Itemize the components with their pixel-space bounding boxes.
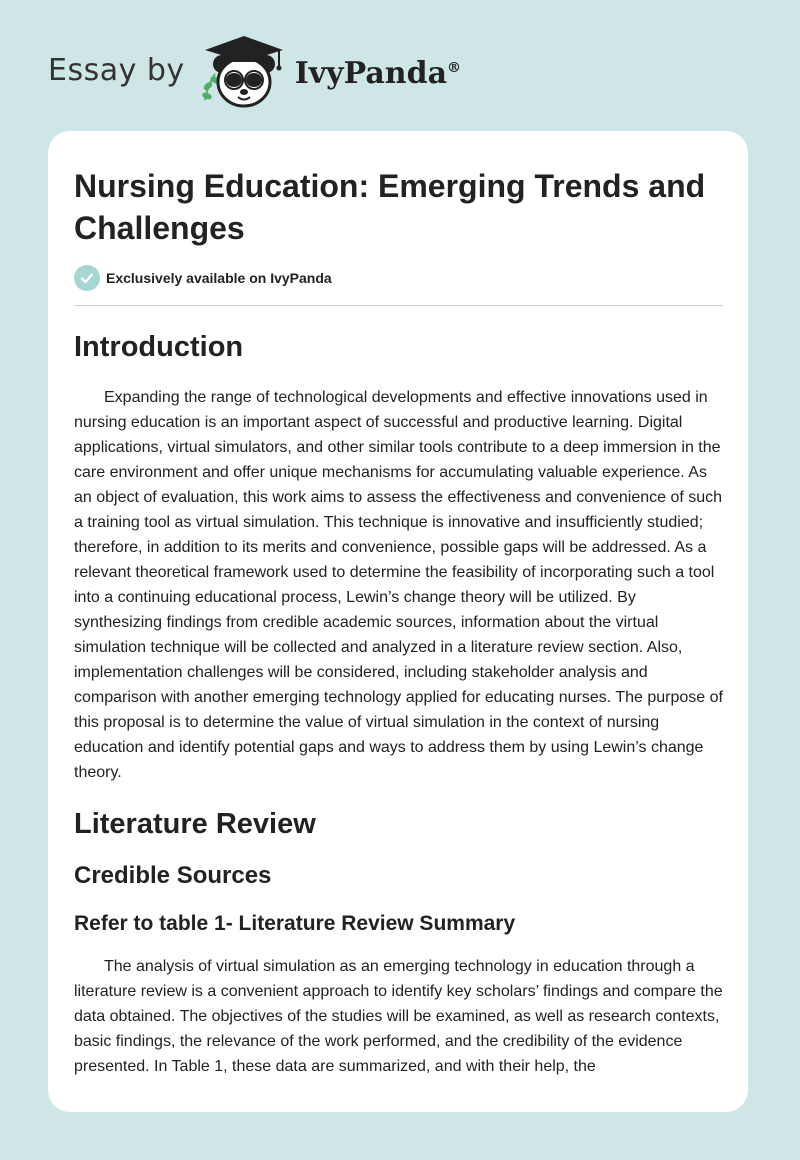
brand-header[interactable] bbox=[48, 30, 508, 110]
brand-prefix: Essay by bbox=[48, 52, 185, 88]
brand-name: IvyPanda® bbox=[294, 55, 462, 91]
credible-sources-heading: Credible Sources bbox=[74, 862, 272, 889]
panda-graduate-icon bbox=[197, 30, 289, 110]
introduction-heading: Introduction bbox=[74, 331, 244, 363]
exclusive-badge bbox=[74, 265, 723, 291]
literature-review-paragraph: The analysis of virtual simulation as an emerging technology in education through a literature review is a convenient approach to identify key scholars’ findings and compare the data obtained. The objectives of the studies will be examined, as well as research contexts, basic findings, the relevance of the work performed, and the credibility of the evidence presented. In Table 1, these data are summarized, and with their help, the bbox=[74, 958, 723, 1075]
introduction-paragraph: Expanding the range of technological developments and effective innovations used in nursing education is an important aspect of successful and productive learning. Digital applications, virtual simulators, and other similar tools contribute to a deep immersion in the care environment and offer unique mechanisms for accumulating valuable experience. As an object of evaluation, this work aims to assess the effectiveness and convenience of such a training tool as virtual simulation. This technique is innovative and insufficiently studied; therefore, in addition to its merits and convenience, possible gaps will be addressed. As a relevant theoretical framework used to determine the feasibility of incorporating such a tool into a continuing educational process, Lewin’s change theory will be utilized. By synthesizing findings from credible academic sources, information about the virtual simulation technique will be collected and analyzed in a literature review section. Also, implementation challenges will be considered, including stakeholder analysis and comparison with another emerging technology applied for educating nurses. The purpose of this proposal is to determine the value of virtual simulation in the context of nursing education and identify potential gaps and ways to address them by using Lewin’s change theory. bbox=[74, 389, 723, 781]
essay-content bbox=[74, 165, 723, 1079]
divider bbox=[74, 305, 723, 306]
literature-review-heading: Literature Review bbox=[74, 808, 316, 840]
essay-card bbox=[48, 131, 748, 1112]
essay-title: Nursing Education: Emerging Trends and Challenges bbox=[74, 168, 706, 246]
check-icon bbox=[74, 265, 100, 291]
exclusive-label: Exclusively available on IvyPanda bbox=[106, 270, 332, 286]
table-reference-heading: Refer to table 1- Literature Review Summary bbox=[74, 912, 516, 935]
